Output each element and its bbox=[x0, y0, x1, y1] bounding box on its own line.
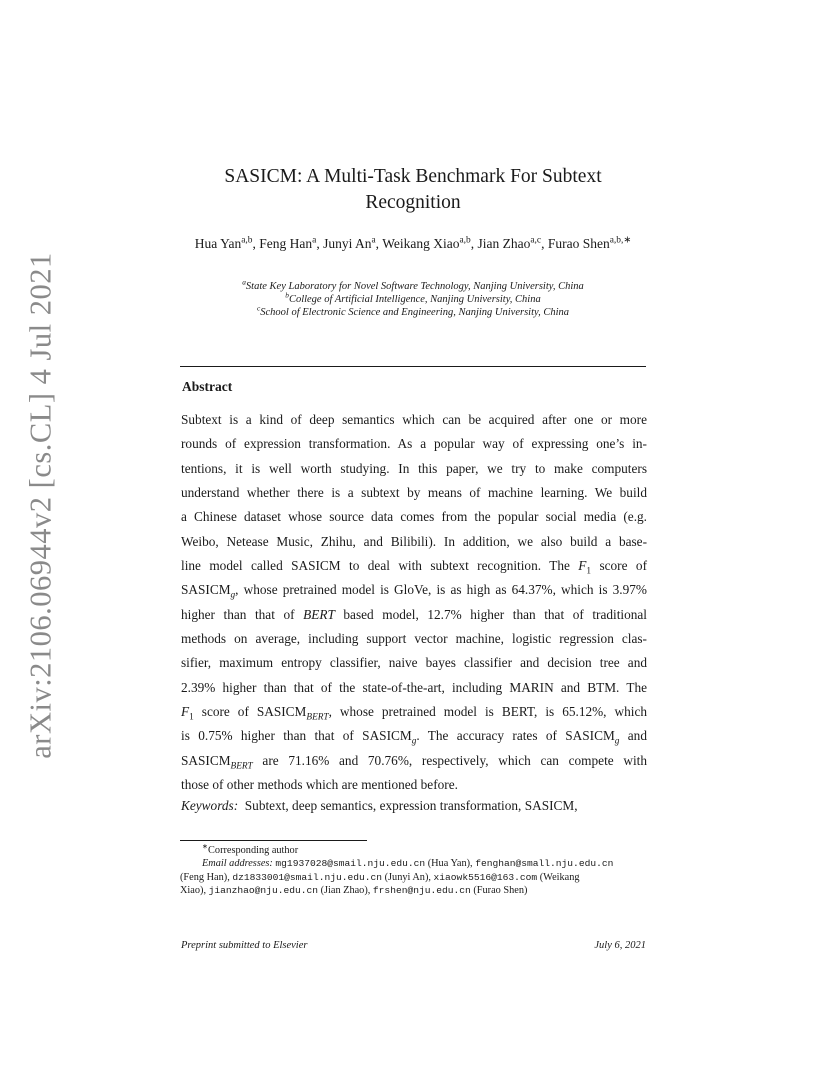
abstract-line: those of other methods which are mentioned before. bbox=[181, 777, 458, 793]
email-owner-name: (Weikang bbox=[539, 871, 580, 883]
author: Hua Yan$^{a,b}$, bbox=[194, 235, 260, 251]
author: Junyi An$^a$, bbox=[323, 235, 383, 251]
abstract-line: Weibo, Netease Music, Zhihu, and Bilibili). In addition, we also build a base- bbox=[181, 533, 647, 549]
arxiv-side-identifier bbox=[10, 245, 72, 765]
abstract-line: rounds of expression transformation. As a popular way of expressing one’s in- bbox=[181, 436, 647, 452]
author-list bbox=[180, 234, 646, 254]
email-link[interactable]: xiaowk5516@163.com bbox=[433, 871, 538, 883]
abstract-line: understand whether there is a subtext by means of machine learning. We build bbox=[181, 485, 647, 501]
abstract-line: is 0.75% higher than that of $SASICM_g$. The accuracy rates of $SASICM_g$ and bbox=[181, 728, 647, 748]
footer-submission-note: Preprint submitted to Elsevier bbox=[181, 940, 308, 951]
email-link[interactable]: frshen@nju.edu.cn bbox=[372, 885, 471, 897]
email-link[interactable]: mg1937028@smail.nju.edu.cn bbox=[275, 858, 426, 870]
affiliation: $^a$State Key Laboratory for Novel Software Technology, Nanjing University, China bbox=[242, 277, 584, 292]
keywords-label: Keywords: bbox=[181, 798, 239, 813]
abstract-line: $SASICM_{BERT}$ are 71.16% and 70.76%, respectively, which can compete with bbox=[181, 752, 647, 772]
email-link[interactable]: fenghan@small.nju.edu.cn bbox=[475, 858, 614, 870]
abstract-body bbox=[181, 408, 647, 798]
email-link[interactable]: dz1833001@smail.nju.edu.cn bbox=[232, 871, 383, 883]
email-link[interactable]: jianzhao@nju.edu.cn bbox=[208, 885, 318, 897]
email-line: Email addresses: mg1937028@smail.nju.edu.cn (Hua Yan), fenghan@small.nju.edu.cn bbox=[202, 858, 614, 870]
abstract-line: line model called SASICM to deal with subtext recognition. The $F_1$ score of bbox=[181, 558, 647, 577]
keywords bbox=[181, 796, 647, 816]
title-line-2: Recognition bbox=[365, 192, 461, 213]
abstract-line: sifier, maximum entropy classifier, naive bayes classifier and decision tree and bbox=[181, 655, 647, 671]
affiliations bbox=[180, 277, 646, 319]
abstract-line: $SASICM_g$, whose pretrained model is GloVe, is as high as 64.37%, which is 3.97% bbox=[181, 582, 647, 602]
abstract-line: methods on average, including support vector machine, logistic regression clas- bbox=[181, 631, 647, 647]
arxiv-identifier-text: arXiv:2106.06944v2 [cs.CL] 4 Jul 2021 bbox=[23, 251, 58, 759]
abstract-line: $F_1$ score of $SASICM_{BERT}$, whose pretrained model is BERT, is 65.12%, which bbox=[181, 704, 647, 723]
paper-title bbox=[180, 164, 646, 216]
affiliation: $^c$School of Electronic Science and Engineering, Nanjing University, China bbox=[257, 303, 569, 318]
footer-date: July 6, 2021 bbox=[594, 940, 646, 951]
abstract-line: Subtext is a kind of deep semantics which can be acquired after one or more bbox=[181, 412, 647, 427]
corresponding-author-note: ∗Corresponding author bbox=[202, 842, 299, 856]
affiliation: $^b$College of Artificial Intelligence, Nanjing University, China bbox=[285, 290, 541, 305]
abstract-line: 2.39% higher than that of the state-of-the-art, including MARIN and BTM. The bbox=[181, 679, 647, 695]
keywords-text: Subtext, deep semantics, expression transformation, SASICM, bbox=[244, 798, 578, 813]
abstract-top-rule bbox=[180, 366, 646, 367]
author: Feng Han$^a$, bbox=[259, 235, 324, 251]
abstract-line: higher than that of BERT based model, 12.7% higher than that of traditional bbox=[181, 606, 647, 622]
footnote-rule bbox=[180, 840, 367, 841]
author: Weikang Xiao$^{a,b}$, bbox=[382, 235, 478, 251]
abstract-heading: Abstract bbox=[182, 379, 233, 394]
email-line: (Feng Han), dz1833001@smail.nju.edu.cn (Junyi An), xiaowk5516@163.com (Weikang bbox=[180, 871, 580, 883]
author: Furao Shen$^{a,b,∗}$ bbox=[547, 235, 632, 251]
abstract-line: tentions, it is well worth studying. In this paper, we try to make computers bbox=[181, 460, 647, 476]
author: Jian Zhao$^{a,c}$, bbox=[477, 235, 548, 251]
email-line: Xiao), jianzhao@nju.edu.cn (Jian Zhao), frshen@nju.edu.cn (Furao Shen) bbox=[180, 885, 528, 897]
footnote bbox=[180, 844, 646, 898]
title-line-1: SASICM: A Multi-Task Benchmark For Subtext bbox=[224, 166, 602, 187]
email-owner-name: Xiao) bbox=[180, 885, 204, 897]
abstract-line: a Chinese dataset whose source data comes from the popular social media (e.g. bbox=[181, 509, 647, 525]
